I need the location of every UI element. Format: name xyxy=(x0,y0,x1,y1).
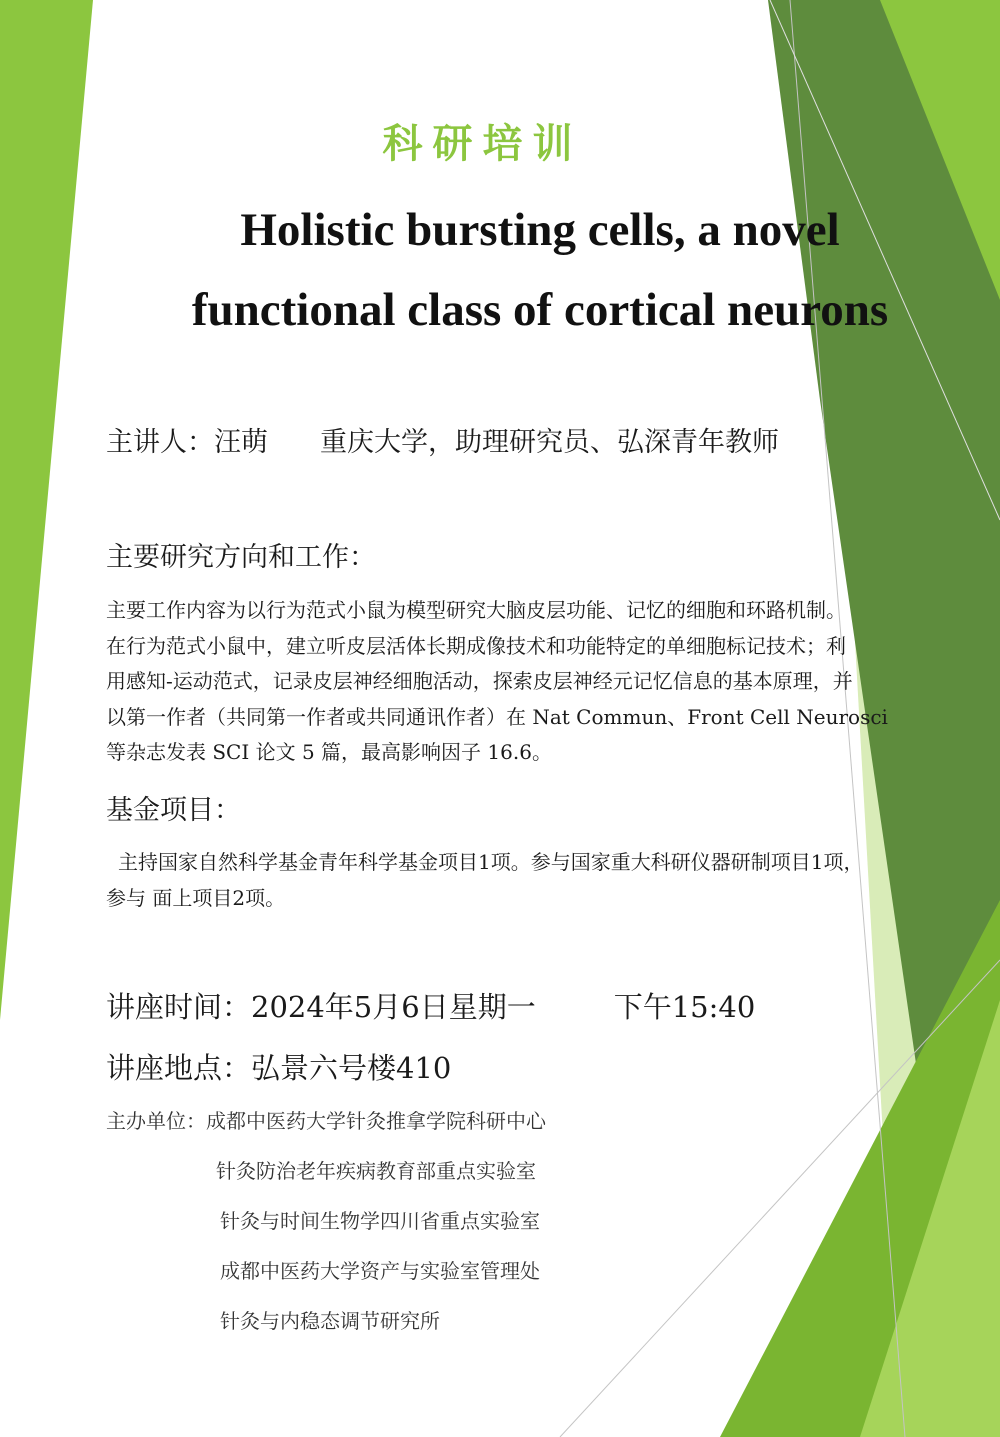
research-line: 在行为范式小鼠中，建立听皮层活体长期成像技术和功能特定的单细胞标记技术；利 xyxy=(106,633,846,658)
research-paragraph xyxy=(106,593,968,771)
organizer-item: 成都中医药大学资产与实验室管理处 xyxy=(220,1259,540,1283)
lecture-time xyxy=(106,985,755,1026)
research-line: 用感知-运动范式，记录皮层神经细胞活动，探索皮层神经元记忆信息的基本原理，并 xyxy=(106,669,853,693)
speaker-affiliation: 重庆大学，助理研究员、弘深青年教师 xyxy=(320,427,779,458)
funding-heading: 基金项目： xyxy=(106,795,241,826)
organizer-item: 针灸防治老年疾病教育部重点实验室 xyxy=(216,1159,536,1183)
funding-paragraph xyxy=(106,845,968,916)
poster-kicker: 科研培训 xyxy=(382,121,583,167)
lecture-clock: 下午15:40 xyxy=(613,990,756,1024)
funding-line: 主持国家自然科学基金青年科学基金项目1项。参与国家重大科研仪器研制项目1项， xyxy=(118,850,864,874)
speaker-info xyxy=(106,420,779,459)
title-line-2: functional class of cortical neurons xyxy=(191,284,889,336)
funding-line: 参与 面上项目2项。 xyxy=(106,885,286,910)
research-heading: 主要研究方向和工作： xyxy=(106,542,376,573)
organizer-item: 针灸与内稳态调节研究所 xyxy=(220,1309,440,1333)
research-line: 以第一作者（共同第一作者或共同通讯作者）在 Nat Commun、Front Cell Neurosci xyxy=(106,704,888,729)
lecture-title xyxy=(100,190,980,350)
organizer-item: 针灸与时间生物学四川省重点实验室 xyxy=(220,1209,540,1233)
organizer-label-text: 主办单位： xyxy=(106,1109,206,1133)
lecture-date: 讲座时间：2024年5月6日星期一 xyxy=(106,990,536,1024)
organizer-item: 成都中医药大学针灸推拿学院科研中心 xyxy=(206,1109,546,1133)
organizer-label xyxy=(106,1105,546,1134)
title-line-1: Holistic bursting cells, a novel xyxy=(240,204,840,256)
research-line: 等杂志发表 SCI 论文 5 篇，最高影响因子 16.6。 xyxy=(106,740,552,764)
lecture-place: 讲座地点：弘景六号楼410 xyxy=(106,1051,452,1085)
speaker-name: 主讲人：汪萌 xyxy=(106,427,268,458)
research-line: 主要工作内容为以行为范式小鼠为模型研究大脑皮层功能、记忆的细胞和环路机制。 xyxy=(106,598,846,622)
